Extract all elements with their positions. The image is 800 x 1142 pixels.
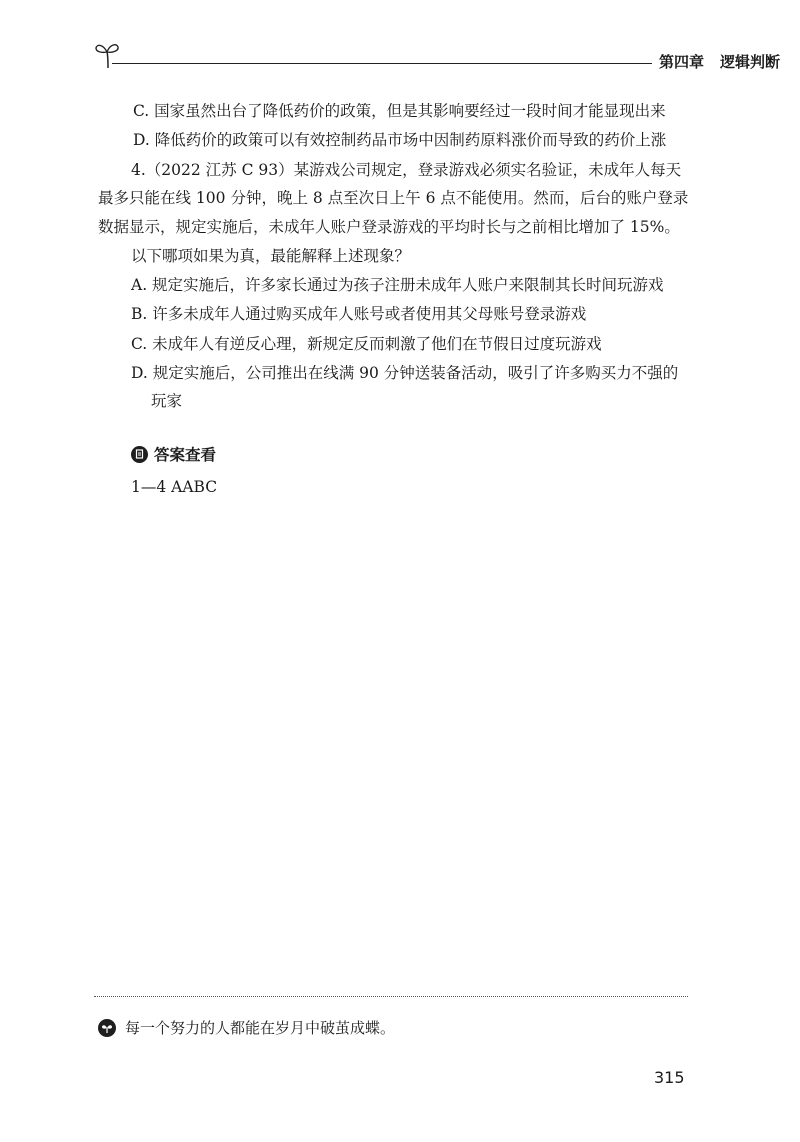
sprout-badge-icon [98, 1019, 116, 1037]
chapter-heading [659, 51, 780, 72]
header-rule [112, 63, 652, 64]
option-a: A. 规定实施后，许多家长通过为孩子注册未成年人账户来限制其长时间玩游戏 [131, 276, 664, 294]
quote-text: 每一个努力的人都能在岁月中破茧成蝶。 [125, 1019, 396, 1037]
text-line: 最多只能在线 100 分钟，晚上 8 点至次日上午 6 点不能使用。然而，后台的账户登录 [98, 189, 689, 207]
text-line: 4.（2022 江苏 C 93）某游戏公司规定，登录游戏必须实名验证，未成年人每天 [131, 161, 682, 179]
option-c: C. 未成年人有逆反心理，新规定反而刺激了他们在节假日过度玩游戏 [131, 335, 602, 353]
answer-text: 1—4 AABC [131, 478, 218, 496]
page-number: 315 [654, 1068, 685, 1087]
text-line: 数据显示，规定实施后，未成年人账户登录游戏的平均时长与之前相比增加了 15%。 [98, 218, 680, 236]
footer-divider [94, 996, 688, 997]
text-line: 以下哪项如果为真，最能解释上述现象？ [131, 247, 411, 265]
page-header [94, 38, 800, 74]
chapter-title: 逻辑判断 [720, 53, 781, 71]
option-d-continued: 玩家 [151, 392, 183, 410]
text-line: C. 国家虽然出台了降低药价的政策，但是其影响要经过一段时间才能显现出来 [133, 102, 666, 120]
option-d: D. 规定实施后，公司推出在线满 90 分钟送装备活动，吸引了许多购买力不强的 [131, 364, 679, 382]
text-line: D. 降低药价的政策可以有效控制药品市场中因制药原料涨价而导致的药价上涨 [133, 131, 667, 149]
option-b: B. 许多未成年人通过购买成年人账号或者使用其父母账号登录游戏 [131, 305, 587, 323]
answer-title: 答案查看 [154, 446, 217, 464]
answer-heading [131, 443, 216, 465]
sprout-icon [94, 38, 122, 70]
footer-quote [98, 1017, 395, 1038]
chapter-number: 第四章 [659, 53, 705, 71]
answer-icon [131, 446, 148, 463]
